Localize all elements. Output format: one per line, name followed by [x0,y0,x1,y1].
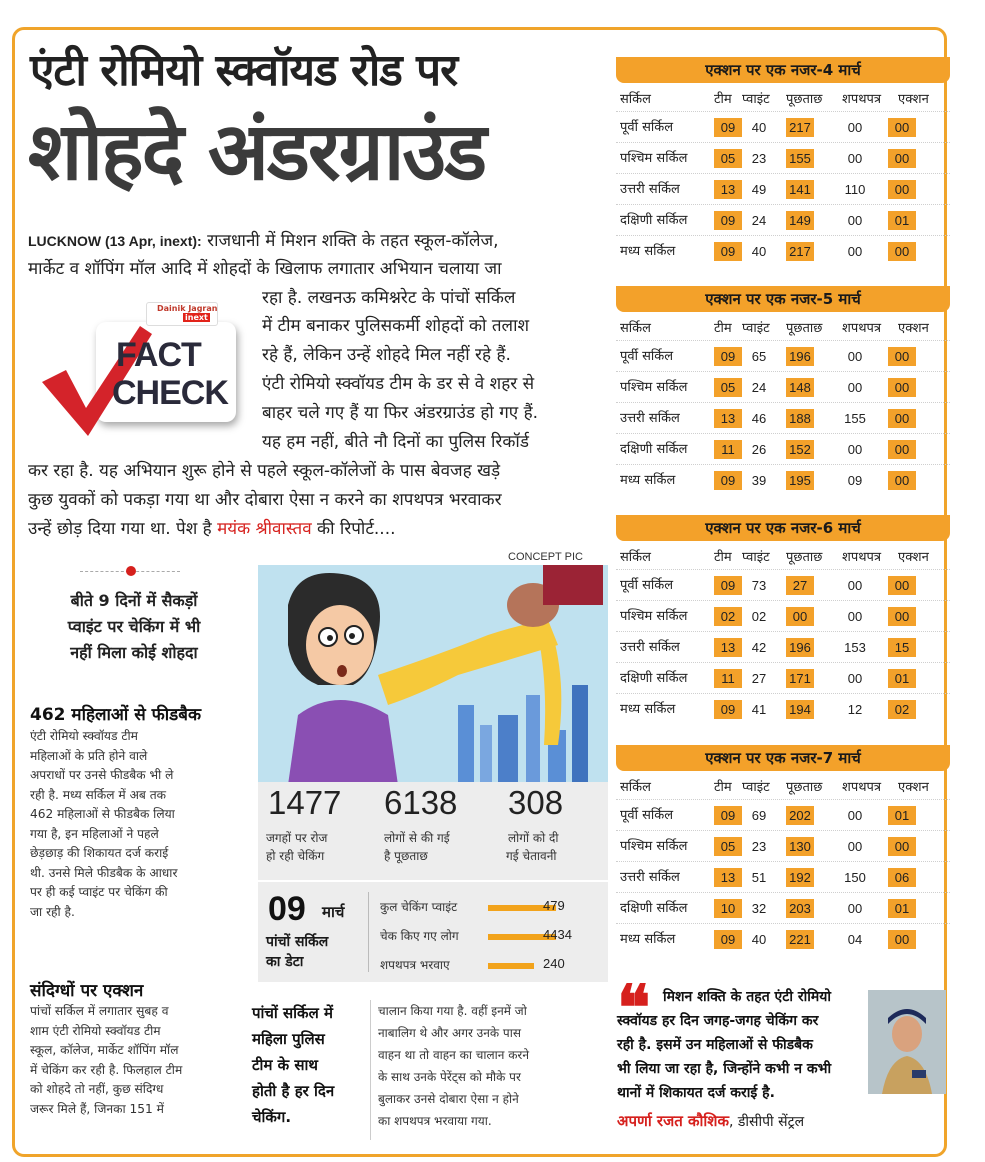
action-title: संदिग्धों पर एक्शन [30,981,144,1001]
quote-line: थानों में शिकायत दर्ज कराई है. [617,1085,775,1101]
table-column-header: प्वाइंट [742,321,770,336]
fact-check-logo [36,300,246,435]
table-circle-name: दक्षिणी सर्किल [620,213,688,228]
daily-date-number: 09 [268,890,306,928]
table-cell-action: 06 [888,868,916,887]
table-cell-inquiry: 149 [786,211,814,230]
callout-divider [370,1000,371,1140]
daily-row-label: कुल चेकिंग प्वाइंट [380,900,458,914]
feedback-body [30,727,177,922]
table-row [616,111,950,142]
stat-value-warnings: 308 [508,784,564,821]
action-table [616,745,950,965]
table-row [616,600,950,631]
intro-line1 [28,228,499,255]
table-cell-action: 00 [888,409,916,428]
table-column-header: पूछताछ [786,780,823,795]
feedback-line: थी. उनसे मिले फीडबैक के आधार [30,865,178,880]
bottom-text [378,1000,529,1132]
feedback-line: अपराधों पर उनसे फीडबैक भी ले [30,768,174,782]
table-cell-team: 09 [714,576,742,595]
intro-line5: रहे हैं, लेकिन उन्हें शोहदे मिल नहीं रहे हैं. [262,345,511,365]
table-column-header: शपथपत्र [842,92,882,107]
daily-divider [368,892,369,972]
table-cell-point: 51 [751,870,767,885]
table-cell-affidavit: 09 [847,473,863,488]
table-cell-team: 09 [714,211,742,230]
table-cell-affidavit: 00 [847,151,863,166]
table-cell-inquiry: 141 [786,180,814,199]
action-table [616,57,950,277]
table-cell-affidavit: 00 [847,671,863,686]
table-column-header: टीम [714,550,732,565]
table-cell-point: 23 [751,839,767,854]
table-circle-name: मध्य सर्किल [620,473,676,488]
table-column-header: एक्शन [898,321,929,336]
table-column-header: सर्किल [620,321,651,336]
daily-caption-1: पांचों सर्किल [266,934,329,950]
stat-label-inquiries-1: लोगों से की गई [384,831,450,845]
table-cell-point: 42 [751,640,767,655]
table-circle-name: पश्चिम सर्किल [620,151,688,166]
table-cell-point: 65 [751,349,767,364]
red-dot-icon [126,566,136,576]
dateline: LUCKNOW (13 Apr, inext): [28,233,202,249]
table-cell-affidavit: 00 [847,609,863,624]
table-cell-team: 11 [714,669,742,688]
table-cell-action: 00 [888,180,916,199]
check-word: CHECK [112,374,228,412]
table-cell-team: 11 [714,440,742,459]
table-cell-inquiry: 155 [786,149,814,168]
table-row [616,892,950,923]
table-circle-name: उत्तरी सर्किल [620,640,680,655]
concept-illustration [258,565,608,785]
table-circle-name: पश्चिम सर्किल [620,609,688,624]
table-cell-affidavit: 00 [847,120,863,135]
table-circle-name: पश्चिम सर्किल [620,839,688,854]
table-cell-team: 05 [714,837,742,856]
table-cell-team: 10 [714,899,742,918]
feedback-line: जा रही है. [30,904,75,919]
table-cell-point: 41 [751,702,767,717]
table-cell-inquiry: 217 [786,118,814,137]
table-cell-inquiry: 196 [786,347,814,366]
table-cell-team: 05 [714,378,742,397]
callout-line: पांचों सर्किल में [252,1004,333,1022]
table-column-header: प्वाइंट [742,92,770,107]
table-row [616,861,950,892]
table-cell-point: 02 [751,609,767,624]
action-line: स्कूल, कॉलेज, मार्केट शॉपिंग मॉल [30,1043,179,1057]
table-cell-inquiry: 217 [786,242,814,261]
quote-mark-icon: ❝ [617,971,651,1044]
intro-line2: मार्केट व शॉपिंग मॉल आदि में शोहदों के खिलाफ लगातार अभियान चलाया जा [28,259,502,279]
stat-value-inquiries: 6138 [384,784,458,821]
table-column-header: शपथपत्र [842,780,882,795]
quote-author: अपर्णा रजत कौशिक [617,1112,729,1130]
table-row [616,464,950,495]
feedback-line: एंटी रोमियो स्क्वॉयड टीम [30,729,138,743]
table-cell-action: 00 [888,930,916,949]
intro-line4: में टीम बनाकर पुलिसकर्मी शोहदों को तलाश [262,316,530,336]
subhead-line3: नहीं मिला कोई शोहदा [70,643,198,662]
table-cell-action: 00 [888,242,916,261]
table-cell-action: 00 [888,576,916,595]
table-cell-inquiry: 152 [786,440,814,459]
table-cell-affidavit: 00 [847,213,863,228]
table-cell-action: 00 [888,347,916,366]
intro-text-11a: उन्हें छोड़ दिया गया था. पेश है [28,519,218,539]
table-row [616,662,950,693]
table-cell-team: 09 [714,700,742,719]
table-cell-point: 40 [751,932,767,947]
table-column-header: शपथपत्र [842,550,882,565]
badge-tag: inext [185,313,208,322]
table-cell-team: 13 [714,409,742,428]
table-cell-point: 49 [751,182,767,197]
action-line: को शोहदे तो नहीं, कुछ संदिग्ध [30,1082,164,1096]
table-cell-affidavit: 00 [847,808,863,823]
table-cell-affidavit: 12 [847,702,863,717]
table-cell-point: 24 [751,380,767,395]
action-table [616,515,950,735]
daily-row-value: 4434 [543,927,572,942]
intro-line7: बाहर चले गए हैं या फिर अंडरग्राउंड हो गए हैं. [262,403,539,423]
action-body [30,1002,182,1119]
table-cell-action: 15 [888,638,916,657]
table-row [616,631,950,662]
quote-line: भी लिया जा रहा है, जिन्होंने कभी न कभी [617,1061,832,1077]
feedback-line: महिलाओं के प्रति होने वाले [30,748,148,763]
table-cell-team: 02 [714,607,742,626]
table-cell-point: 23 [751,151,767,166]
intro-text-1: राजधानी में मिशन शक्ति के तहत स्कूल-कॉलेज, [201,231,499,251]
table-row [616,402,950,433]
table-column-header: सर्किल [620,550,651,565]
daily-caption [266,932,328,972]
table-row [616,830,950,861]
feedback-line: गया है, इन महिलाओं ने पहले [30,826,159,841]
feedback-title: 462 महिलाओं से फीडबैक [30,705,201,725]
table-cell-affidavit: 00 [847,578,863,593]
table-cell-inquiry: 27 [786,576,814,595]
table-column-header: प्वाइंट [742,550,770,565]
intro-text-11b: की रिपोर्ट.... [311,519,396,539]
subhead-line2: प्वाइंट पर चेकिंग में भी [67,617,201,636]
table-circle-name: उत्तरी सर्किल [620,411,680,426]
daily-row-label: शपथपत्र भरवाए [380,958,450,972]
fact-word: FACT [116,336,201,374]
intro-line8: यह हम नहीं, बीते नौ दिनों का पुलिस रिकॉर्ड [262,432,529,452]
intro-line11 [28,516,396,543]
callout-line: होती है हर दिन [252,1082,335,1100]
table-row [616,340,950,371]
daily-row-value: 479 [543,898,565,913]
table-row [616,235,950,266]
table-cell-inquiry: 203 [786,899,814,918]
table-cell-point: 24 [751,213,767,228]
table-title: एक्शन पर एक नजर-6 मार्च [616,515,950,541]
table-cell-affidavit: 00 [847,901,863,916]
table-cell-team: 09 [714,806,742,825]
action-line: में चेकिंग कर रही है. फिलहाल टीम [30,1062,183,1077]
table-circle-name: पूर्वी सर्किल [620,578,674,593]
table-column-header: सर्किल [620,92,651,107]
intro-line6: एंटी रोमियो स्क्वॉयड टीम के डर से वे शहर से [262,374,535,394]
table-title: एक्शन पर एक नजर-4 मार्च [616,57,950,83]
daily-row-value: 240 [543,956,565,971]
bottom-text-line: नाबालिग थे और अगर उनके पास [378,1026,521,1040]
quote-designation: , डीसीपी सेंट्रल [728,1114,805,1130]
table-cell-team: 09 [714,347,742,366]
feedback-line: रही है. मध्य सर्किल में अब तक [30,787,167,802]
table-row [616,799,950,830]
table-cell-action: 01 [888,211,916,230]
table-row [616,142,950,173]
table-cell-action: 00 [888,440,916,459]
daily-row-bar [488,963,534,969]
table-cell-point: 32 [751,901,767,916]
stat-value-checks: 1477 [268,784,342,821]
table-cell-affidavit: 00 [847,244,863,259]
table-circle-name: पश्चिम सर्किल [620,380,688,395]
table-cell-point: 46 [751,411,767,426]
quote-line: स्क्वॉयड हर दिन जगह-जगह चेकिंग कर [617,1013,819,1029]
table-row [616,371,950,402]
table-circle-name: पूर्वी सर्किल [620,349,674,364]
table-cell-inquiry: 195 [786,471,814,490]
newspaper-badge [146,302,218,326]
action-table [616,286,950,506]
table-cell-affidavit: 155 [844,411,866,426]
badge-brand: Dainik Jagran [157,304,218,313]
table-cell-affidavit: 150 [844,870,866,885]
officer-photo [868,990,946,1094]
stat-label-checks-2: हो रही चेकिंग [266,849,325,863]
table-row [616,433,950,464]
table-column-header: एक्शन [898,92,929,107]
table-column-header: सर्किल [620,780,651,795]
table-cell-team: 05 [714,149,742,168]
callout-line: चेकिंग. [252,1108,292,1126]
table-cell-affidavit: 00 [847,380,863,395]
table-cell-affidavit: 00 [847,442,863,457]
feedback-line: छेड़छाड़ की शिकायत दर्ज कराई [30,846,169,860]
table-circle-name: दक्षिणी सर्किल [620,671,688,686]
action-line: शाम एंटी रोमियो स्क्वॉयड टीम [30,1023,161,1038]
subhead-line1: बीते 9 दिनों में सैकड़ों [70,591,198,610]
table-cell-point: 26 [751,442,767,457]
table-cell-inquiry: 221 [786,930,814,949]
table-cell-team: 09 [714,242,742,261]
table-row [616,204,950,235]
quote-attribution [617,1111,804,1131]
intro-line10: कुछ युवकों को पकड़ा गया था और दोबारा ऐसा न करने का शपथपत्र भरवाकर [28,490,502,510]
table-row [616,693,950,724]
feedback-line: पर ही कई प्वाइंट पर चेकिंग की [30,885,168,899]
intro-line3: रहा है. लखनऊ कमिश्नरेट के पांचों सर्किल [262,288,516,308]
table-cell-affidavit: 153 [844,640,866,655]
table-cell-point: 40 [751,244,767,259]
headline-line2: शोहदे अंडरग्राउंड [28,105,486,198]
table-cell-action: 01 [888,669,916,688]
table-cell-action: 00 [888,607,916,626]
table-circle-name: उत्तरी सर्किल [620,182,680,197]
concept-pic-label: CONCEPT PIC [508,551,583,563]
intro-line9: कर रहा है. यह अभियान शुरू होने से पहले स्कूल-कॉलेजों के पास बेवजह खड़े [28,461,501,481]
table-cell-affidavit: 00 [847,839,863,854]
stat-label-inquiries-2: है पूछताछ [384,849,428,863]
action-line: जरूर मिले हैं, जिनका 151 में [30,1101,164,1116]
table-cell-inquiry: 148 [786,378,814,397]
table-column-header: पूछताछ [786,92,823,107]
bottom-text-line: के साथ उनके पेरेंट्स को मौके पर [378,1070,521,1084]
table-row [616,923,950,954]
daily-row-label: चेक किए गए लोग [380,929,459,943]
table-cell-action: 01 [888,899,916,918]
table-circle-name: मध्य सर्किल [620,932,676,947]
quote-line: रही है. इसमें उन महिलाओं से फीडबैक [617,1037,813,1053]
table-column-header: टीम [714,780,732,795]
table-column-header: पूछताछ [786,321,823,336]
table-circle-name: पूर्वी सर्किल [620,808,674,823]
table-circle-name: मध्य सर्किल [620,702,676,717]
table-cell-action: 00 [888,378,916,397]
table-column-header: पूछताछ [786,550,823,565]
bottom-text-line: बुलाकर उनसे दोबारा ऐसा न होने [378,1092,519,1106]
table-cell-affidavit: 00 [847,349,863,364]
table-cell-action: 00 [888,149,916,168]
bottom-text-line: का शपथपत्र भरवाया गया. [378,1114,492,1128]
table-cell-team: 09 [714,930,742,949]
table-cell-inquiry: 00 [786,607,814,626]
table-cell-inquiry: 188 [786,409,814,428]
callout-line: महिला पुलिस [252,1030,325,1048]
feedback-line: 462 महिलाओं से फीडबैक लिया [30,807,175,821]
table-cell-action: 02 [888,700,916,719]
action-line: पांचों सर्किल में लगातार सुबह व [30,1004,169,1018]
table-circle-name: दक्षिणी सर्किल [620,442,688,457]
table-column-header: एक्शन [898,550,929,565]
table-title: एक्शन पर एक नजर-5 मार्च [616,286,950,312]
table-cell-action: 00 [888,471,916,490]
table-circle-name: उत्तरी सर्किल [620,870,680,885]
table-cell-point: 69 [751,808,767,823]
table-cell-team: 13 [714,638,742,657]
stat-label-checks-1: जगहों पर रोज [266,831,328,845]
bottom-text-line: चालान किया गया है. वहीं इनमें जो [378,1004,527,1018]
table-cell-team: 13 [714,180,742,199]
table-cell-point: 73 [751,578,767,593]
table-cell-action: 00 [888,837,916,856]
table-circle-name: मध्य सर्किल [620,244,676,259]
table-title: एक्शन पर एक नजर-7 मार्च [616,745,950,771]
bottom-text-line: वाहन था तो वाहन का चालान करने [378,1048,529,1062]
table-column-header: प्वाइंट [742,780,770,795]
table-column-header: शपथपत्र [842,321,882,336]
stat-label-warnings-2: गई चेतावनी [506,849,557,863]
table-cell-team: 09 [714,118,742,137]
quote-line: मिशन शक्ति के तहत एंटी रोमियो [663,989,831,1005]
table-cell-action: 01 [888,806,916,825]
table-cell-affidavit: 110 [844,182,866,197]
table-cell-inquiry: 194 [786,700,814,719]
table-cell-point: 27 [751,671,767,686]
table-cell-point: 40 [751,120,767,135]
daily-caption-2: का डेटा [266,954,304,970]
callout-line: टीम के साथ [252,1056,318,1074]
subhead [30,588,238,666]
table-cell-inquiry: 202 [786,806,814,825]
table-cell-inquiry: 171 [786,669,814,688]
reporter-name: मयंक श्रीवास्तव [217,519,312,539]
table-row [616,569,950,600]
table-column-header: टीम [714,321,732,336]
headline-line1: एंटी रोमियो स्क्वॉयड रोड पर [30,45,458,96]
table-cell-point: 39 [751,473,767,488]
table-cell-affidavit: 04 [847,932,863,947]
table-row [616,173,950,204]
table-cell-action: 00 [888,118,916,137]
stat-label-warnings-1: लोगों को दी [508,831,559,845]
table-cell-inquiry: 196 [786,638,814,657]
table-column-header: टीम [714,92,732,107]
table-cell-team: 13 [714,868,742,887]
table-circle-name: दक्षिणी सर्किल [620,901,688,916]
table-cell-team: 09 [714,471,742,490]
table-cell-inquiry: 130 [786,837,814,856]
table-cell-inquiry: 192 [786,868,814,887]
table-circle-name: पूर्वी सर्किल [620,120,674,135]
callout [252,1000,334,1130]
daily-date-word: मार्च [322,903,345,921]
table-column-header: एक्शन [898,780,929,795]
